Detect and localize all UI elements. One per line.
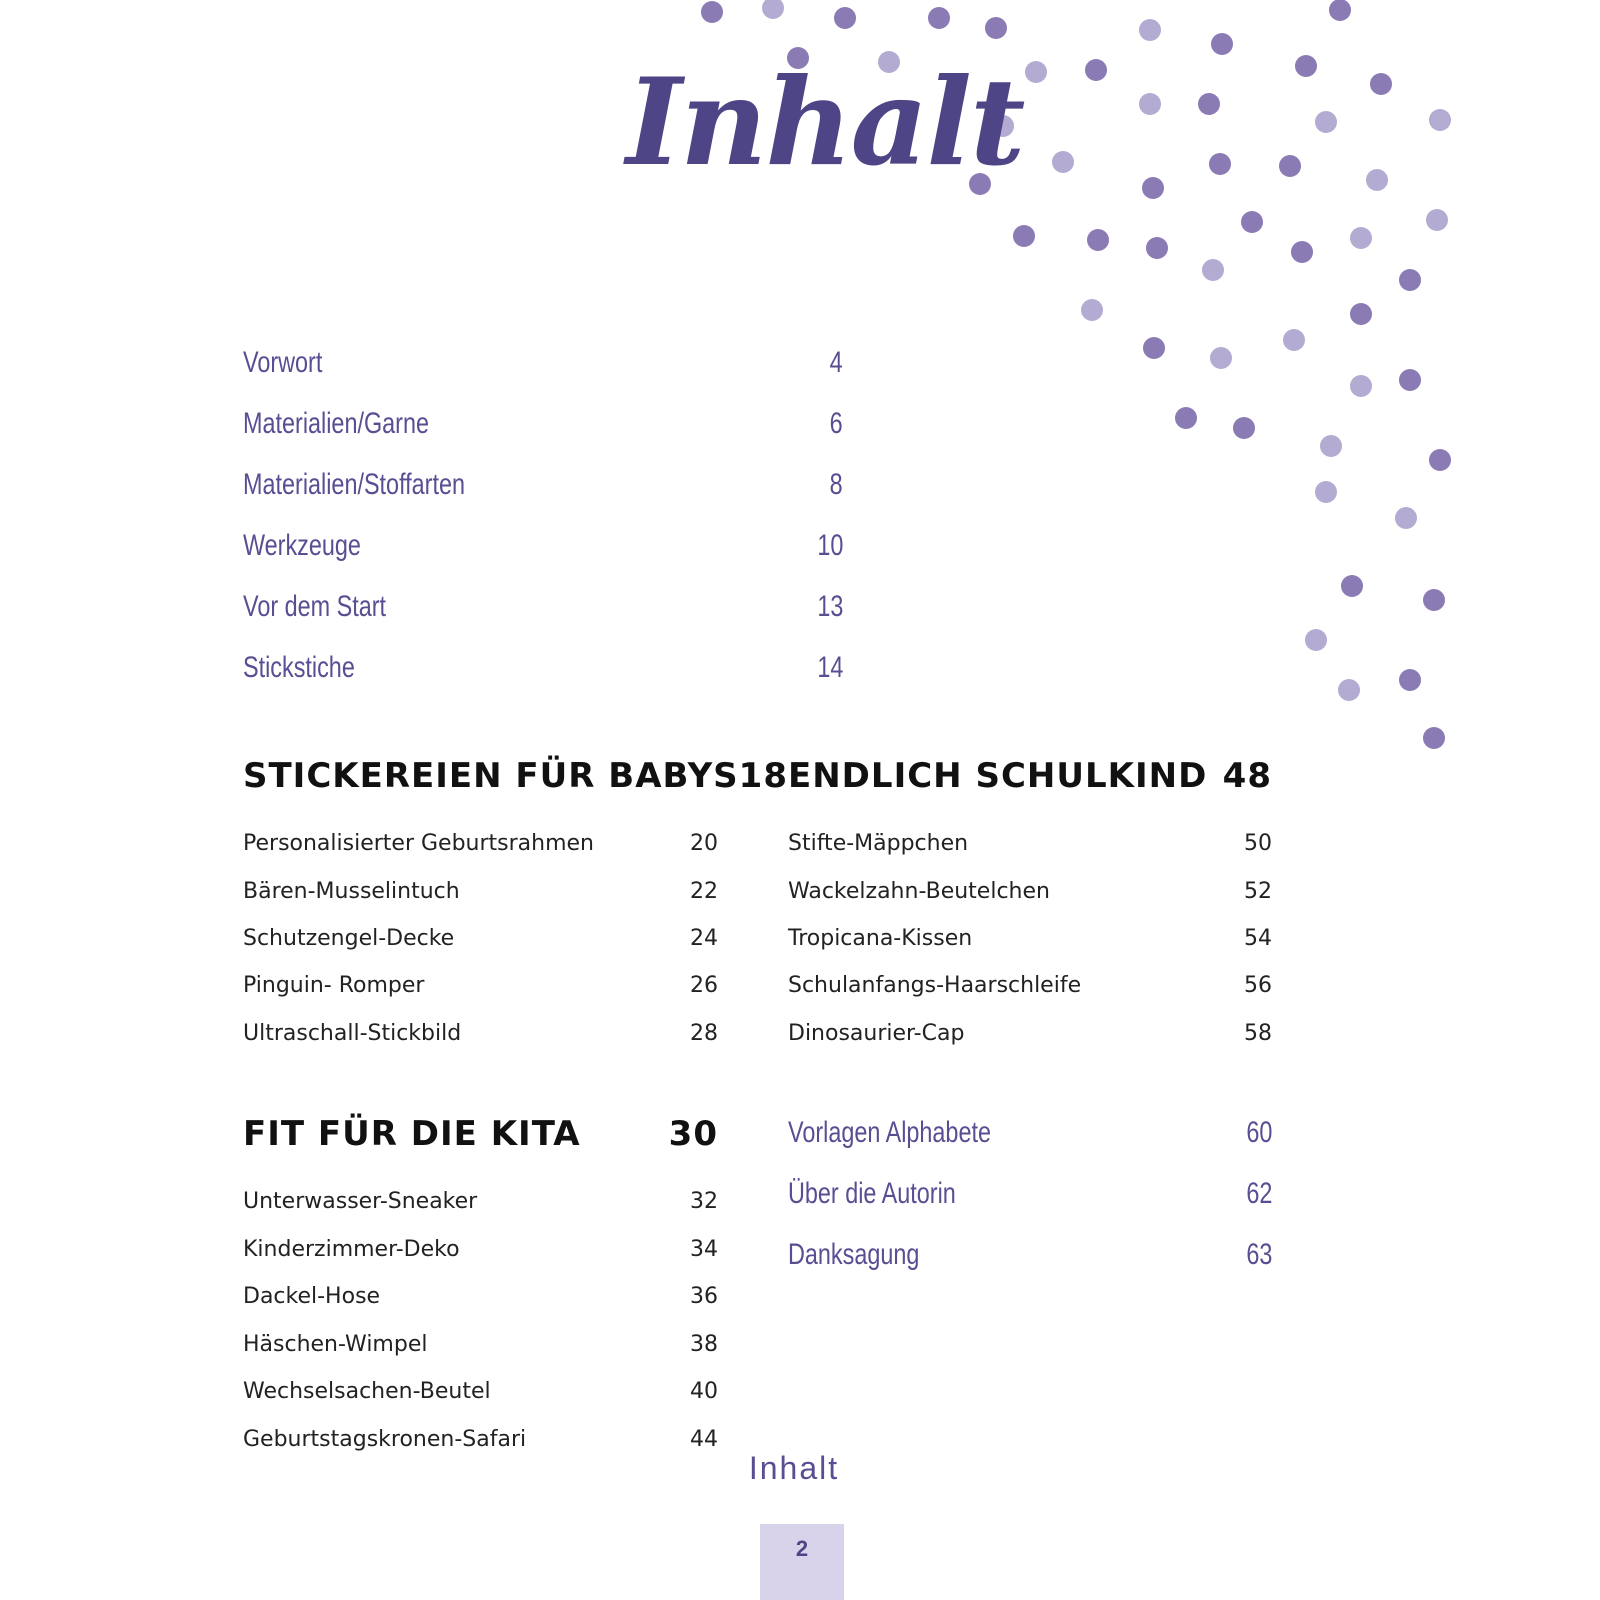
toc-item-label: Kinderzimmer-Deko	[243, 1237, 460, 1262]
decorative-dot	[1399, 669, 1421, 691]
toc-item-label: Wechselsachen-Beutel	[243, 1379, 491, 1404]
toc-entry-label: Werkzeuge	[243, 529, 361, 562]
toc-entry-label: Danksagung	[788, 1238, 920, 1271]
toc-item-page: 54	[1244, 926, 1272, 951]
decorative-dot	[1210, 347, 1232, 369]
decorative-dot	[1211, 33, 1233, 55]
decorative-dot	[1233, 417, 1255, 439]
toc-entry	[243, 590, 843, 630]
decorative-dot	[1081, 299, 1103, 321]
decorative-dot	[928, 7, 950, 29]
section-page: 30	[668, 1114, 718, 1154]
toc-item-page: 50	[1244, 831, 1272, 856]
section-heading-row	[788, 756, 1272, 796]
toc-item	[243, 973, 718, 1003]
decorative-dot	[1305, 629, 1327, 651]
toc-entry-label: Materialien/Stoffarten	[243, 468, 465, 501]
toc-entry-label: Vorwort	[243, 346, 323, 379]
decorative-dot	[1315, 111, 1337, 133]
section-page: 18	[738, 756, 788, 796]
decorative-dot	[1399, 269, 1421, 291]
toc-entry-label: Materialien/Garne	[243, 407, 429, 440]
toc-item-page: 44	[690, 1427, 718, 1452]
decorative-dot	[1146, 237, 1168, 259]
toc-item-label: Schutzengel-Decke	[243, 926, 455, 951]
toc-item-label: Tropicana-Kissen	[788, 926, 973, 951]
toc-item-label: Dackel-Hose	[243, 1284, 381, 1309]
section-heading: STICKEREIEN FÜR BABYS	[243, 756, 739, 796]
toc-entry-page: 10	[816, 529, 843, 562]
decorative-dot	[1142, 177, 1164, 199]
toc-item	[243, 1332, 718, 1362]
toc-item	[243, 879, 718, 909]
toc-item-label: Häschen-Wimpel	[243, 1332, 428, 1357]
decorative-dot	[1370, 73, 1392, 95]
section-heading-row	[243, 1114, 718, 1154]
toc-item	[243, 1427, 718, 1457]
section-heading-row	[243, 756, 788, 796]
footer-section-label: Inhalt	[748, 1450, 840, 1486]
decorative-dot	[1139, 19, 1161, 41]
decorative-dot	[1395, 507, 1417, 529]
toc-item-page: 38	[690, 1332, 718, 1357]
decorative-dot	[1399, 369, 1421, 391]
toc-entry-label: Vor dem Start	[243, 590, 387, 623]
toc-item	[243, 1237, 718, 1267]
toc-entry-page: 13	[816, 590, 843, 623]
section-page: 48	[1222, 756, 1272, 796]
toc-entry-page: 14	[816, 651, 843, 684]
toc-entry	[788, 1177, 1272, 1217]
toc-item-page: 22	[690, 879, 718, 904]
decorative-dot	[1366, 169, 1388, 191]
decorative-dot	[1291, 241, 1313, 263]
toc-item	[243, 926, 718, 956]
toc-entry	[788, 1238, 1272, 1278]
toc-item	[788, 831, 1272, 861]
toc-item-page: 26	[690, 973, 718, 998]
toc-item-page: 52	[1244, 879, 1272, 904]
decorative-dot	[1338, 679, 1360, 701]
toc-entry	[788, 1116, 1272, 1156]
toc-item-page: 56	[1244, 973, 1272, 998]
section-heading: ENDLICH SCHULKIND	[788, 756, 1208, 796]
toc-item	[243, 831, 718, 861]
toc-entry-page: 8	[829, 468, 843, 501]
toc-item	[243, 1379, 718, 1409]
toc-entry-page: 4	[829, 346, 843, 379]
toc-item-page: 36	[690, 1284, 718, 1309]
decorative-dot	[1320, 435, 1342, 457]
decorative-dot	[1329, 0, 1351, 21]
section-heading: FIT FÜR DIE KITA	[243, 1114, 581, 1154]
decorative-dot	[1209, 153, 1231, 175]
toc-entry-label: Vorlagen Alphabete	[788, 1116, 991, 1149]
decorative-dot	[1025, 61, 1047, 83]
decorative-dot	[1052, 151, 1074, 173]
toc-item	[243, 1284, 718, 1314]
toc-item-page: 24	[690, 926, 718, 951]
toc-item-label: Unterwasser-Sneaker	[243, 1189, 478, 1214]
decorative-dot	[1087, 229, 1109, 251]
toc-entry-page: 62	[1245, 1177, 1272, 1210]
toc-entry	[243, 468, 843, 508]
toc-item	[788, 1021, 1272, 1051]
decorative-dot	[1315, 481, 1337, 503]
toc-item-page: 32	[690, 1189, 718, 1214]
toc-item-label: Personalisierter Geburtsrahmen	[243, 831, 594, 856]
page-title: Inhalt	[626, 52, 1024, 193]
toc-entry	[243, 651, 843, 691]
toc-item-label: Schulanfangs-Haarschleife	[788, 973, 1082, 998]
toc-item-page: 40	[690, 1379, 718, 1404]
page-number: 2	[760, 1524, 844, 1600]
decorative-dot	[701, 1, 723, 23]
decorative-dot	[1350, 303, 1372, 325]
toc-item-label: Ultraschall-Stickbild	[243, 1021, 462, 1046]
toc-entry	[243, 407, 843, 447]
decorative-dot	[1279, 155, 1301, 177]
decorative-dot	[1423, 727, 1445, 749]
toc-item-label: Stifte-Mäppchen	[788, 831, 969, 856]
decorative-dot	[834, 7, 856, 29]
toc-entry-page: 60	[1245, 1116, 1272, 1149]
toc-item	[788, 926, 1272, 956]
decorative-dot	[1426, 209, 1448, 231]
decorative-dot	[1241, 211, 1263, 233]
toc-item-label: Pinguin- Romper	[243, 973, 425, 998]
decorative-dot	[1423, 589, 1445, 611]
toc-item	[243, 1189, 718, 1219]
toc-item-page: 58	[1244, 1021, 1272, 1046]
decorative-dot	[1350, 375, 1372, 397]
toc-item-page: 28	[690, 1021, 718, 1046]
toc-entry-label: Über die Autorin	[788, 1177, 956, 1210]
toc-entry-page: 63	[1245, 1238, 1272, 1271]
decorative-dot	[1175, 407, 1197, 429]
toc-entry-page: 6	[829, 407, 843, 440]
decorative-dot	[1350, 227, 1372, 249]
toc-entry-label: Stickstiche	[243, 651, 355, 684]
decorative-dot	[1295, 55, 1317, 77]
decorative-dot	[985, 17, 1007, 39]
toc-item-label: Bären-Musselintuch	[243, 879, 460, 904]
toc-item-label: Geburtstagskronen-Safari	[243, 1427, 527, 1452]
toc-item-page: 20	[690, 831, 718, 856]
toc-entry	[243, 346, 843, 386]
toc-item-label: Wackelzahn-Beutelchen	[788, 879, 1050, 904]
toc-item	[788, 973, 1272, 1003]
decorative-dot	[1429, 449, 1451, 471]
toc-item-label: Dinosaurier-Cap	[788, 1021, 965, 1046]
decorative-dot	[1085, 59, 1107, 81]
decorative-dot	[1139, 93, 1161, 115]
decorative-dot	[1429, 109, 1451, 131]
decorative-dot	[1143, 337, 1165, 359]
decorative-dot	[1283, 329, 1305, 351]
decorative-dot	[1198, 93, 1220, 115]
decorative-dot	[1341, 575, 1363, 597]
toc-entry	[243, 529, 843, 569]
toc-item	[243, 1021, 718, 1051]
toc-item	[788, 879, 1272, 909]
toc-item-page: 34	[690, 1237, 718, 1262]
decorative-dot	[1013, 225, 1035, 247]
decorative-dot	[762, 0, 784, 19]
decorative-dot	[1202, 259, 1224, 281]
